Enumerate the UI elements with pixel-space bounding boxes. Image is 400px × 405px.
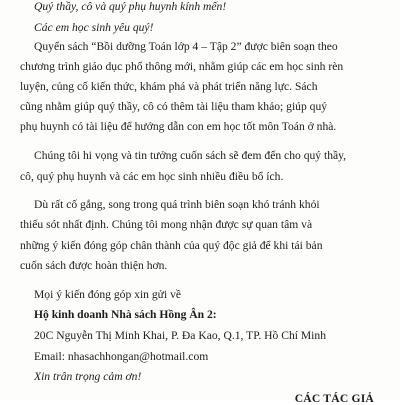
- contact-email-row: [34, 351, 208, 363]
- publisher-address: 20C Nguyễn Thị Minh Khai, P. Đa Kao, Q.1, TP. Hồ Chí Minh: [34, 329, 326, 342]
- email-label: Email:: [34, 350, 65, 363]
- paragraph-line: cũng nhằm giúp quý thầy, cô có thêm tài liệu tham khảo; giúp quý: [20, 100, 328, 113]
- email-address: nhasachhongan@hotmail.com: [67, 350, 209, 363]
- paragraph-line: cô, quý phụ huynh và các em học sinh nhiều điều bổ ích.: [20, 170, 284, 183]
- paragraph-line: phụ huynh có tài liệu để hướng dẫn con em học tốt môn Toán ở nhà.: [20, 120, 337, 133]
- paragraph-line: Dù rất cố gắng, song trong quá trình biên soạn khó tránh khỏi: [34, 198, 320, 211]
- greeting-students: Các em học sinh yêu quý!: [34, 21, 154, 34]
- publisher-name: Hộ kinh doanh Nhà sách Hồng Ân 2:: [34, 308, 217, 321]
- paragraph-line: luyện, củng cố kiến thức, khám phá và phát triển năng lực. Sách: [20, 80, 318, 93]
- paragraph-line: Quyển sách “Bồi dưỡng Toán lớp 4 – Tập 2” được biên soạn theo: [34, 40, 338, 53]
- greeting-teachers-parents: Quý thầy, cô và quý phụ huynh kính mến!: [34, 0, 227, 13]
- authors-signature: CÁC TÁC GIẢ: [294, 392, 374, 405]
- paragraph-line: cuốn sách được hoàn thiện hơn.: [20, 259, 168, 272]
- paragraph-line: những ý kiến đóng góp chân thành của quý độc giả để khi tái bản: [20, 239, 323, 252]
- contact-intro: Mọi ý kiến đóng góp xin gửi về: [34, 288, 182, 301]
- closing-thanks: Xin trân trọng cảm ơn!: [34, 370, 142, 383]
- paragraph-line: Chúng tôi hi vọng và tin tưởng cuốn sách sẽ đem đến cho quý thầy,: [34, 149, 347, 162]
- paragraph-line: chương trình giáo dục phổ thông mới, nhằm giúp các em học sinh rèn: [20, 60, 344, 73]
- paragraph-line: thiếu sót nhất định. Chúng tôi mong nhận được sự quan tâm và: [20, 218, 313, 231]
